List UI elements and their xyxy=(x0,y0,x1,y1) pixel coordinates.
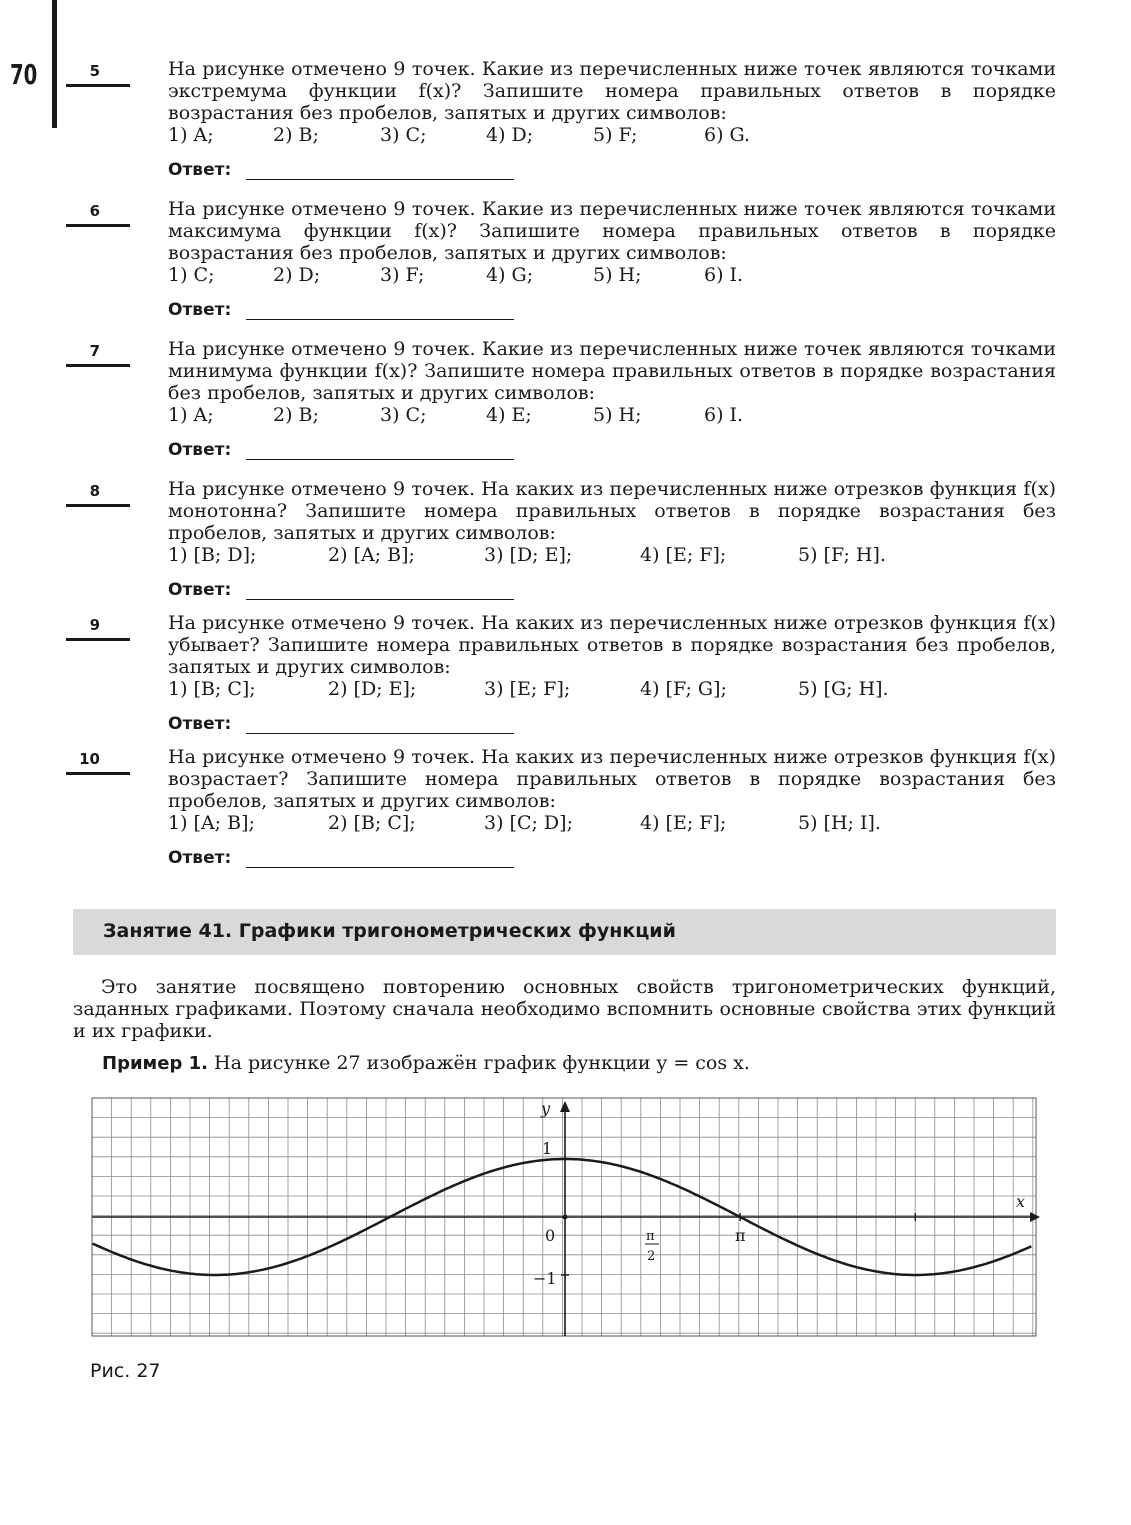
lesson-title: Занятие 41. Графики тригонометрических функций xyxy=(103,920,676,942)
y-tick-minus-one-label: −1 xyxy=(533,1269,557,1288)
answer-option: 1) C; xyxy=(168,264,215,286)
example-text: На рисунке 27 изображён график функции y = cos x. xyxy=(214,1052,750,1074)
answer-label: Ответ: xyxy=(168,300,232,320)
task-number: 5 xyxy=(89,62,100,80)
answer-option: 5) H; xyxy=(593,404,642,426)
answer-option: 2) B; xyxy=(273,124,319,146)
answer-option: 3) C; xyxy=(380,404,427,426)
answer-option: 1) [A; B]; xyxy=(168,812,255,834)
y-axis-label: y xyxy=(541,1099,551,1118)
answer-option: 1) A; xyxy=(168,404,214,426)
task-question: На рисунке отмечено 9 точек. Какие из перечисленных ниже точек являются точками экстремума функции f(x)? Запишите номера правильных ответов в порядке возрастания без пробелов, запятых и других символов: xyxy=(168,58,1056,124)
answer-option: 4) G; xyxy=(486,264,534,286)
answer-label: Ответ: xyxy=(168,440,232,460)
example-label: Пример 1. xyxy=(102,1053,208,1074)
y-tick-one-label: 1 xyxy=(542,1139,553,1158)
answer-option: 2) D; xyxy=(273,264,321,286)
graph-axes xyxy=(92,1101,1040,1336)
x-axis-arrow xyxy=(1030,1212,1040,1222)
origin-point xyxy=(563,1215,568,1220)
task-number: 8 xyxy=(89,482,100,500)
answer-option: 2) [A; B]; xyxy=(328,544,415,566)
task-question: На рисунке отмечено 9 точек. На каких из перечисленных ниже отрезков функция f(x) убывает? Запишите номера правильных ответов в порядке возрастания без пробелов, запятых и других символов: xyxy=(168,612,1056,678)
x-tick-pi-half-numerator: π xyxy=(646,1229,655,1244)
answer-option: 2) [B; C]; xyxy=(328,812,416,834)
answer-option: 3) [D; E]; xyxy=(484,544,573,566)
answer-option: 4) D; xyxy=(486,124,534,146)
answer-option: 1) [B; D]; xyxy=(168,544,257,566)
answer-option: 5) [F; H]. xyxy=(798,544,886,566)
answer-option: 4) [F; G]; xyxy=(640,678,727,700)
answer-option: 2) B; xyxy=(273,404,319,426)
answer-option: 3) F; xyxy=(380,264,425,286)
task-question: На рисунке отмечено 9 точек. На каких из перечисленных ниже отрезков функция f(x) монотонна? Запишите номера правильных ответов в порядке возрастания без пробелов, запятых и других символов: xyxy=(168,478,1056,544)
answer-option: 5) [H; I]. xyxy=(798,812,881,834)
task-number: 7 xyxy=(89,342,100,360)
task-number: 10 xyxy=(79,750,100,768)
answer-label: Ответ: xyxy=(168,580,232,600)
answer-label: Ответ: xyxy=(168,714,232,734)
y-axis-arrow xyxy=(560,1101,570,1112)
answer-label: Ответ: xyxy=(168,848,232,868)
answer-option: 4) [E; F]; xyxy=(640,544,727,566)
answer-option: 6) I. xyxy=(704,264,744,286)
answer-option: 3) [C; D]; xyxy=(484,812,573,834)
lesson-intro: Это занятие посвящено повторению основных свойств тригонометрических функций, заданных графиками. Поэтому сначала необходимо вспомнить основные свойства этих функций и их графики. xyxy=(73,976,1056,1042)
answer-option: 5) [G; H]. xyxy=(798,678,889,700)
task-question: На рисунке отмечено 9 точек. Какие из перечисленных ниже точек являются точками максимума функции f(x)? Запишите номера правильных ответов в порядке возрастания без пробелов, запятых и других символов: xyxy=(168,198,1056,264)
answer-option: 1) A; xyxy=(168,124,214,146)
page-number: 70 xyxy=(10,58,38,91)
x-tick-pi-half-denominator: 2 xyxy=(647,1249,656,1264)
origin-label: 0 xyxy=(545,1226,556,1245)
task-question: На рисунке отмечено 9 точек. На каких из перечисленных ниже отрезков функция f(x) возрастает? Запишите номера правильных ответов в порядке возрастания без пробелов, запятых и других символов: xyxy=(168,746,1056,812)
task-number: 9 xyxy=(89,616,100,634)
answer-option: 5) H; xyxy=(593,264,642,286)
answer-option: 3) [E; F]; xyxy=(484,678,571,700)
task-question: На рисунке отмечено 9 точек. Какие из перечисленных ниже точек являются точками минимума функции f(x)? Запишите номера правильных ответов в порядке возрастания без пробелов, запятых и других символов: xyxy=(168,338,1056,404)
answer-option: 6) G. xyxy=(704,124,751,146)
answer-option: 5) F; xyxy=(593,124,638,146)
answer-option: 6) I. xyxy=(704,404,744,426)
answer-option: 1) [B; C]; xyxy=(168,678,256,700)
answer-option: 4) E; xyxy=(486,404,532,426)
answer-label: Ответ: xyxy=(168,160,232,180)
answer-option: 2) [D; E]; xyxy=(328,678,417,700)
x-tick-pi-label: π xyxy=(735,1226,746,1245)
x-axis-label: x xyxy=(1016,1192,1026,1211)
answer-option: 3) C; xyxy=(380,124,427,146)
answer-option: 4) [E; F]; xyxy=(640,812,727,834)
task-number: 6 xyxy=(89,202,100,220)
figure-caption: Рис. 27 xyxy=(90,1360,161,1382)
